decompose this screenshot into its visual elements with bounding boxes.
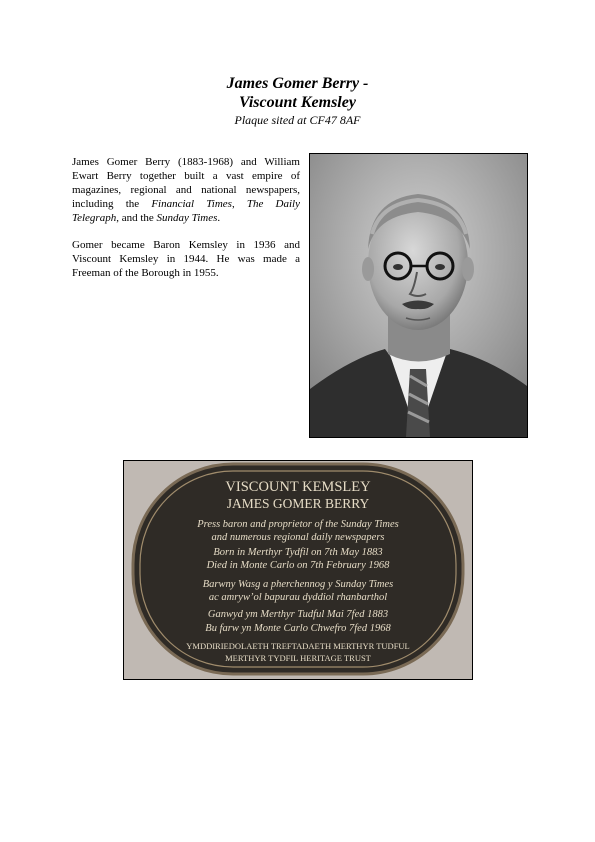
plaque-line-3: Press baron and proprietor of the Sunday Times <box>197 519 399 530</box>
paragraph-1 <box>72 155 300 225</box>
p1-daily-telegraph: The Daily Telegraph <box>72 198 300 224</box>
plaque-line-1: VISCOUNT KEMSLEY <box>225 479 371 495</box>
p1-comma: , <box>231 198 247 210</box>
paragraph-2: Gomer became Baron Kemsley in 1936 and Viscount Kemsley in 1944. He was made a Freeman of the Borough in 1955. <box>72 239 300 279</box>
p1-sunday-times: Sunday Times <box>156 212 218 224</box>
plaque-illustration <box>124 461 472 679</box>
page-title-line2: Viscount Kemsley <box>239 94 356 111</box>
page-subtitle: Plaque sited at CF47 8AF <box>234 113 361 127</box>
plaque-line-8: ac amryw’ol bapurau dyddiol rhanbarthol <box>208 592 388 603</box>
portrait-photo <box>309 153 528 438</box>
plaque-line-11: YMDDIRIEDOLAETH TREFTADAETH MERTHYR TUDFUL <box>186 641 410 651</box>
plaque-line-6: Died in Monte Carlo on 7th February 1968 <box>206 560 390 571</box>
plaque-line-7: Barwny Wasg a pherchennog y Sunday Times <box>202 579 394 590</box>
plaque-line-10: Bu farw yn Monte Carlo Chwefro 7fed 1968 <box>205 623 391 634</box>
page-title-line1: James Gomer Berry - <box>226 75 369 92</box>
p1-end: . <box>217 212 221 224</box>
plaque-line-9: Ganwyd ym Merthyr Tudful Mai 7fed 1883 <box>207 609 389 620</box>
body-text <box>72 155 300 293</box>
title-block <box>0 74 595 128</box>
plaque-line-5: Born in Merthyr Tydfil on 7th May 1883 <box>213 547 383 558</box>
p1-financial-times: Financial Times <box>151 198 232 210</box>
p1-start: James Gomer Berry (1883-1968) and William Ewart Berry together built a vast empire of magazines, regional and national newspapers, including the <box>72 156 300 210</box>
portrait-illustration <box>310 154 527 437</box>
plaque-line-4: and numerous regional daily newspapers <box>211 532 385 543</box>
plaque-line-2: JAMES GOMER BERRY <box>226 496 370 511</box>
p1-and: , and the <box>116 212 157 224</box>
plaque-photo <box>123 460 473 680</box>
plaque-line-12: MERTHYR TYDFIL HERITAGE TRUST <box>225 653 371 663</box>
